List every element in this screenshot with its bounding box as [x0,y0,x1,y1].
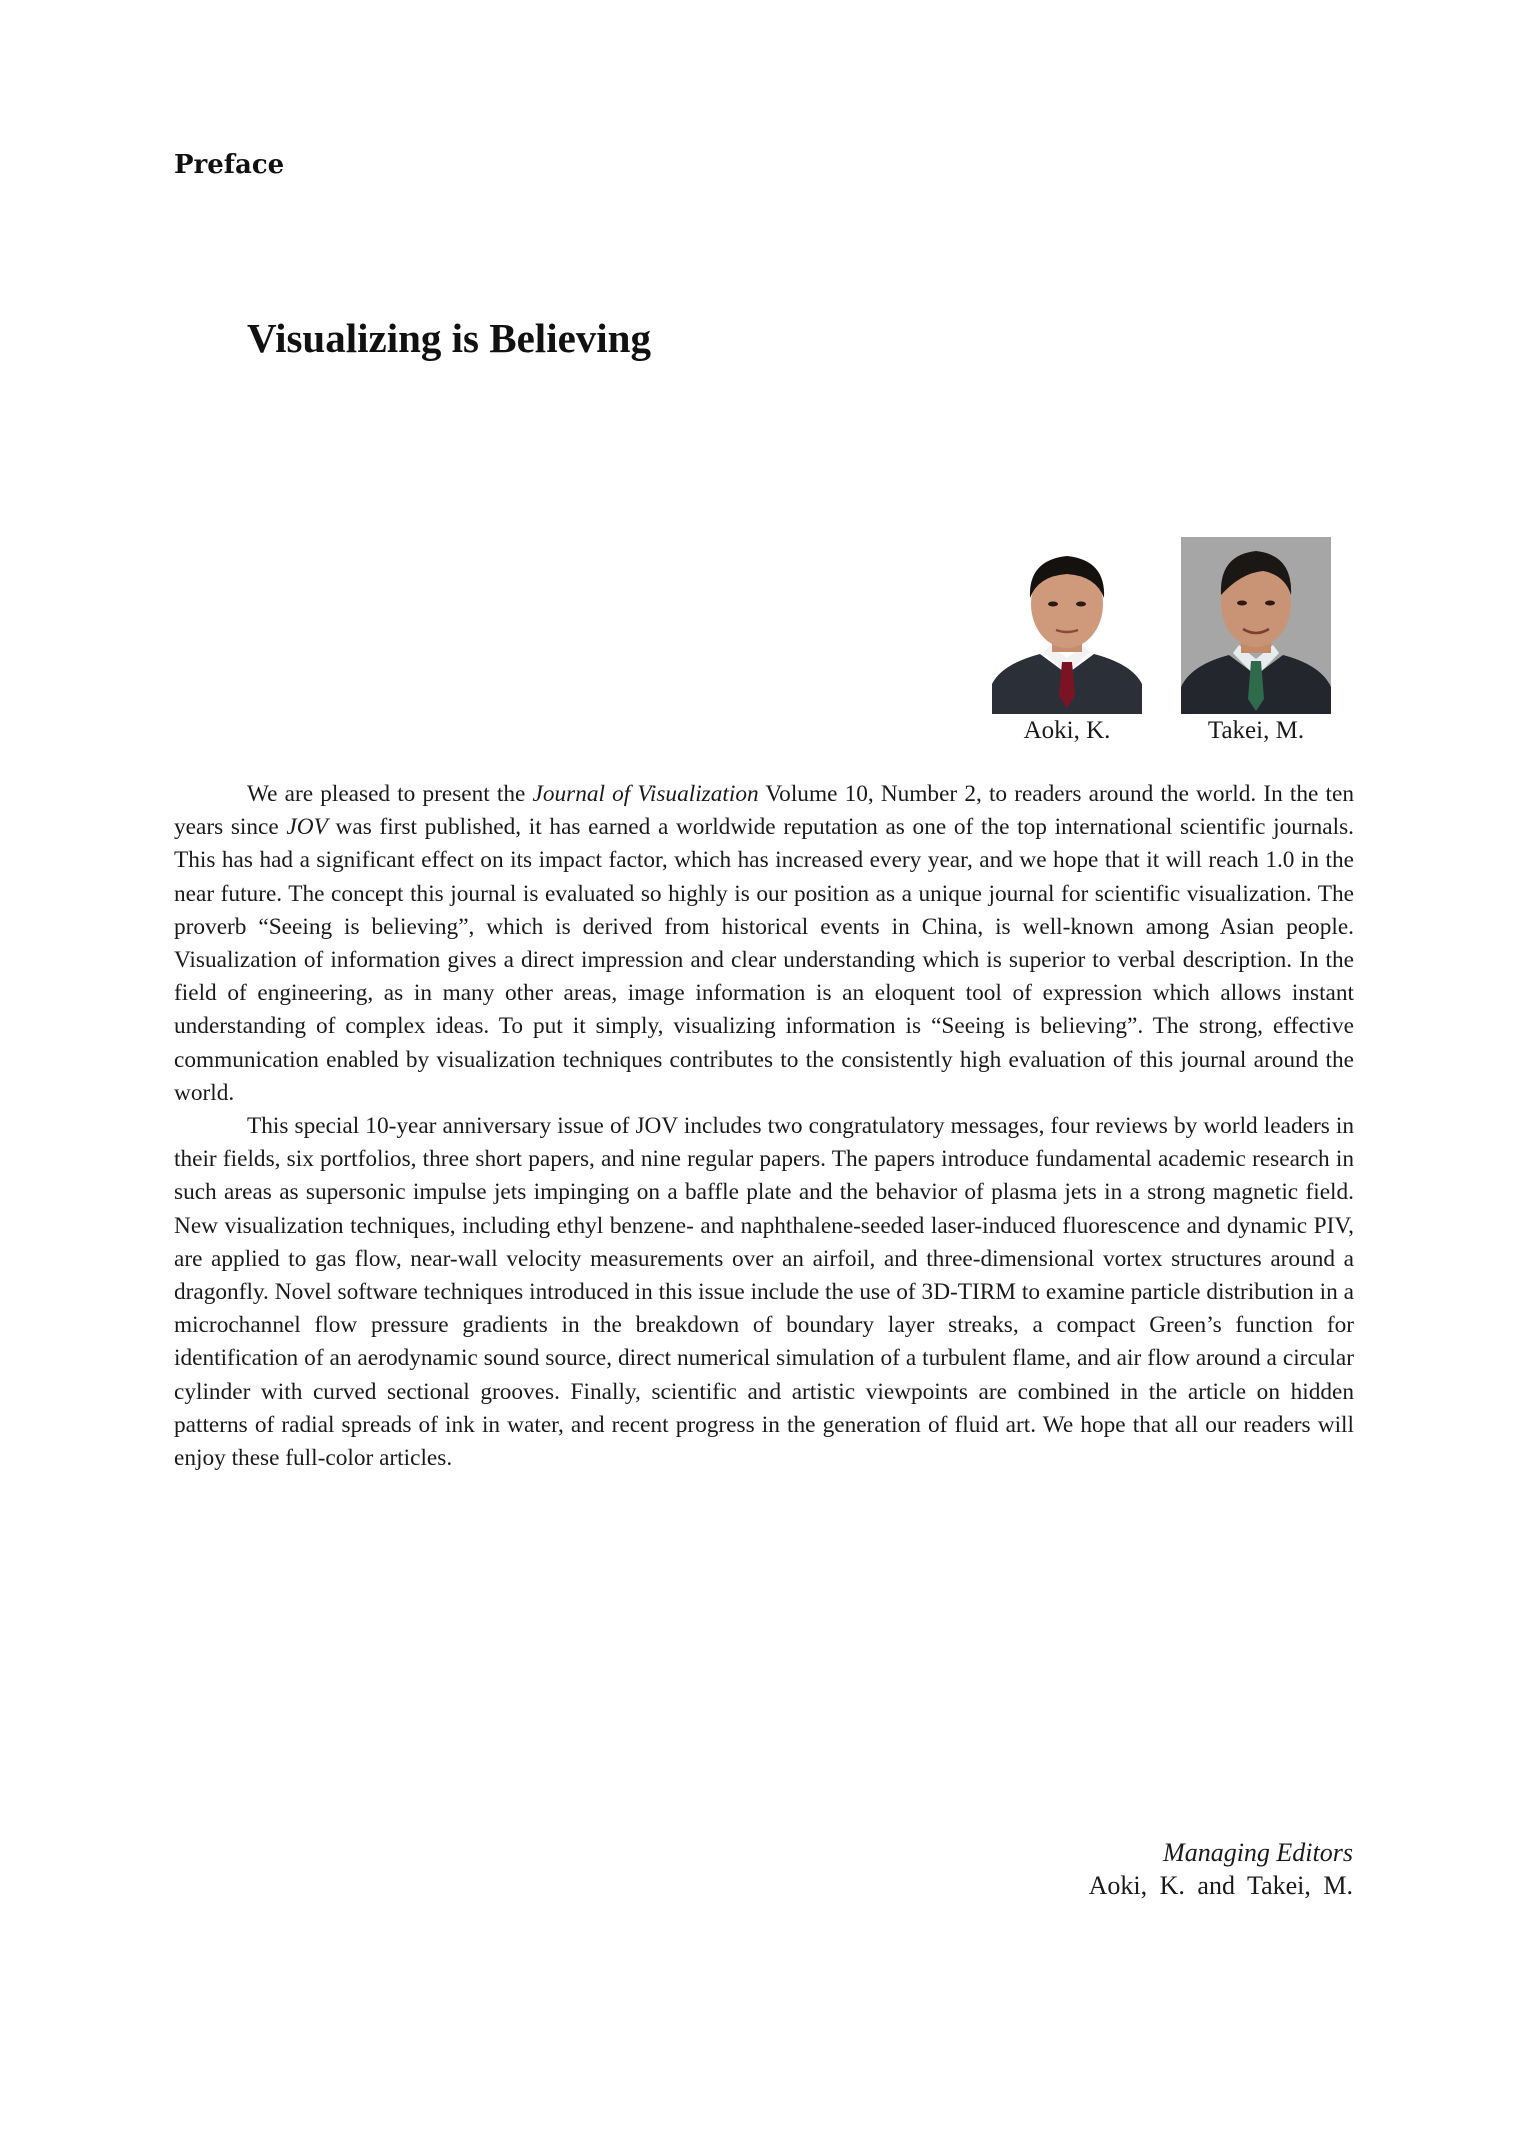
editor-photo-aoki [992,546,1142,714]
paragraph-1-text-a: We are pleased to present the [247,781,533,807]
signature-role: Managing Editors [1163,1838,1353,1867]
section-label: Preface [174,150,285,180]
editor-caption-takei: Takei, M. [1207,717,1305,744]
editor-photo-takei [1181,537,1331,714]
paragraph-1 [174,778,1354,1110]
journal-name: Journal of Visualization [532,781,759,807]
editor-caption-aoki: Aoki, K. [1023,717,1111,744]
signature-names: Aoki, K. and Takei, M. [1088,1871,1353,1900]
paragraph-1-text-b: Volume 10, Number 2, to readers around the world. In the ten years since [174,781,1354,841]
paragraph-2: This special 10-year anniversary issue of JOV includes two congratulatory messages, four reviews by world leaders in their fields, six portfolios, three short papers, and nine regular papers. The papers introduce fundamental academic research in such areas as supersonic impulse jets impinging on a baffle plate and the behavior of plasma jets in a strong magnetic field. New visualization techniques, including ethyl benzene- and naphthalene-seeded laser-induced fluorescence and dynamic PIV, are applied to gas flow, near-wall velocity measurements over an airfoil, and three-dimensional vortex structures around a dragonfly. Novel software techniques introduced in this issue include the use of 3D-TIRM to examine particle distribution in a microchannel flow pressure gradients in the breakdown of boundary layer streaks, a compact Green’s function for identification of an aerodynamic sound source, direct numerical simulation of a turbulent flame, and air flow around a circular cylinder with curved sectional grooves. Finally, scientific and artistic viewpoints are combined in the article on hidden patterns of radial spreads of ink in water, and recent progress in the generation of fluid art. We hope that all our readers will enjoy these full-color articles. [174,1113,1354,1472]
signature-block [1089,1836,1353,1902]
preface-body [174,778,1354,1475]
journal-abbrev: JOV [286,814,328,841]
paragraph-1-text-c: was first published, it has earned a worldwide reputation as one of the top international scientific journals. This has had a significant effect on its impact factor, which has increased every year, and we hope that it will reach 1.0 in the near future. The concept this journal is evaluated so highly is our position as a unique journal for scientific visualization. The proverb “Seeing is believing”, which is derived from historical events in China, is well-known among Asian people. Visualization of information gives a direct impression and clear understanding which is superior to verbal description. In the field of engineering, as in many other areas, image information is an eloquent tool of expression which allows instant understanding of complex ideas. To put it simply, visualizing information is “Seeing is believing”. The strong, effective communication enabled by visualization techniques contributes to the consistently high evaluation of this journal around the world. [174,814,1355,1106]
article-title: Visualizing is Believing [247,315,651,361]
